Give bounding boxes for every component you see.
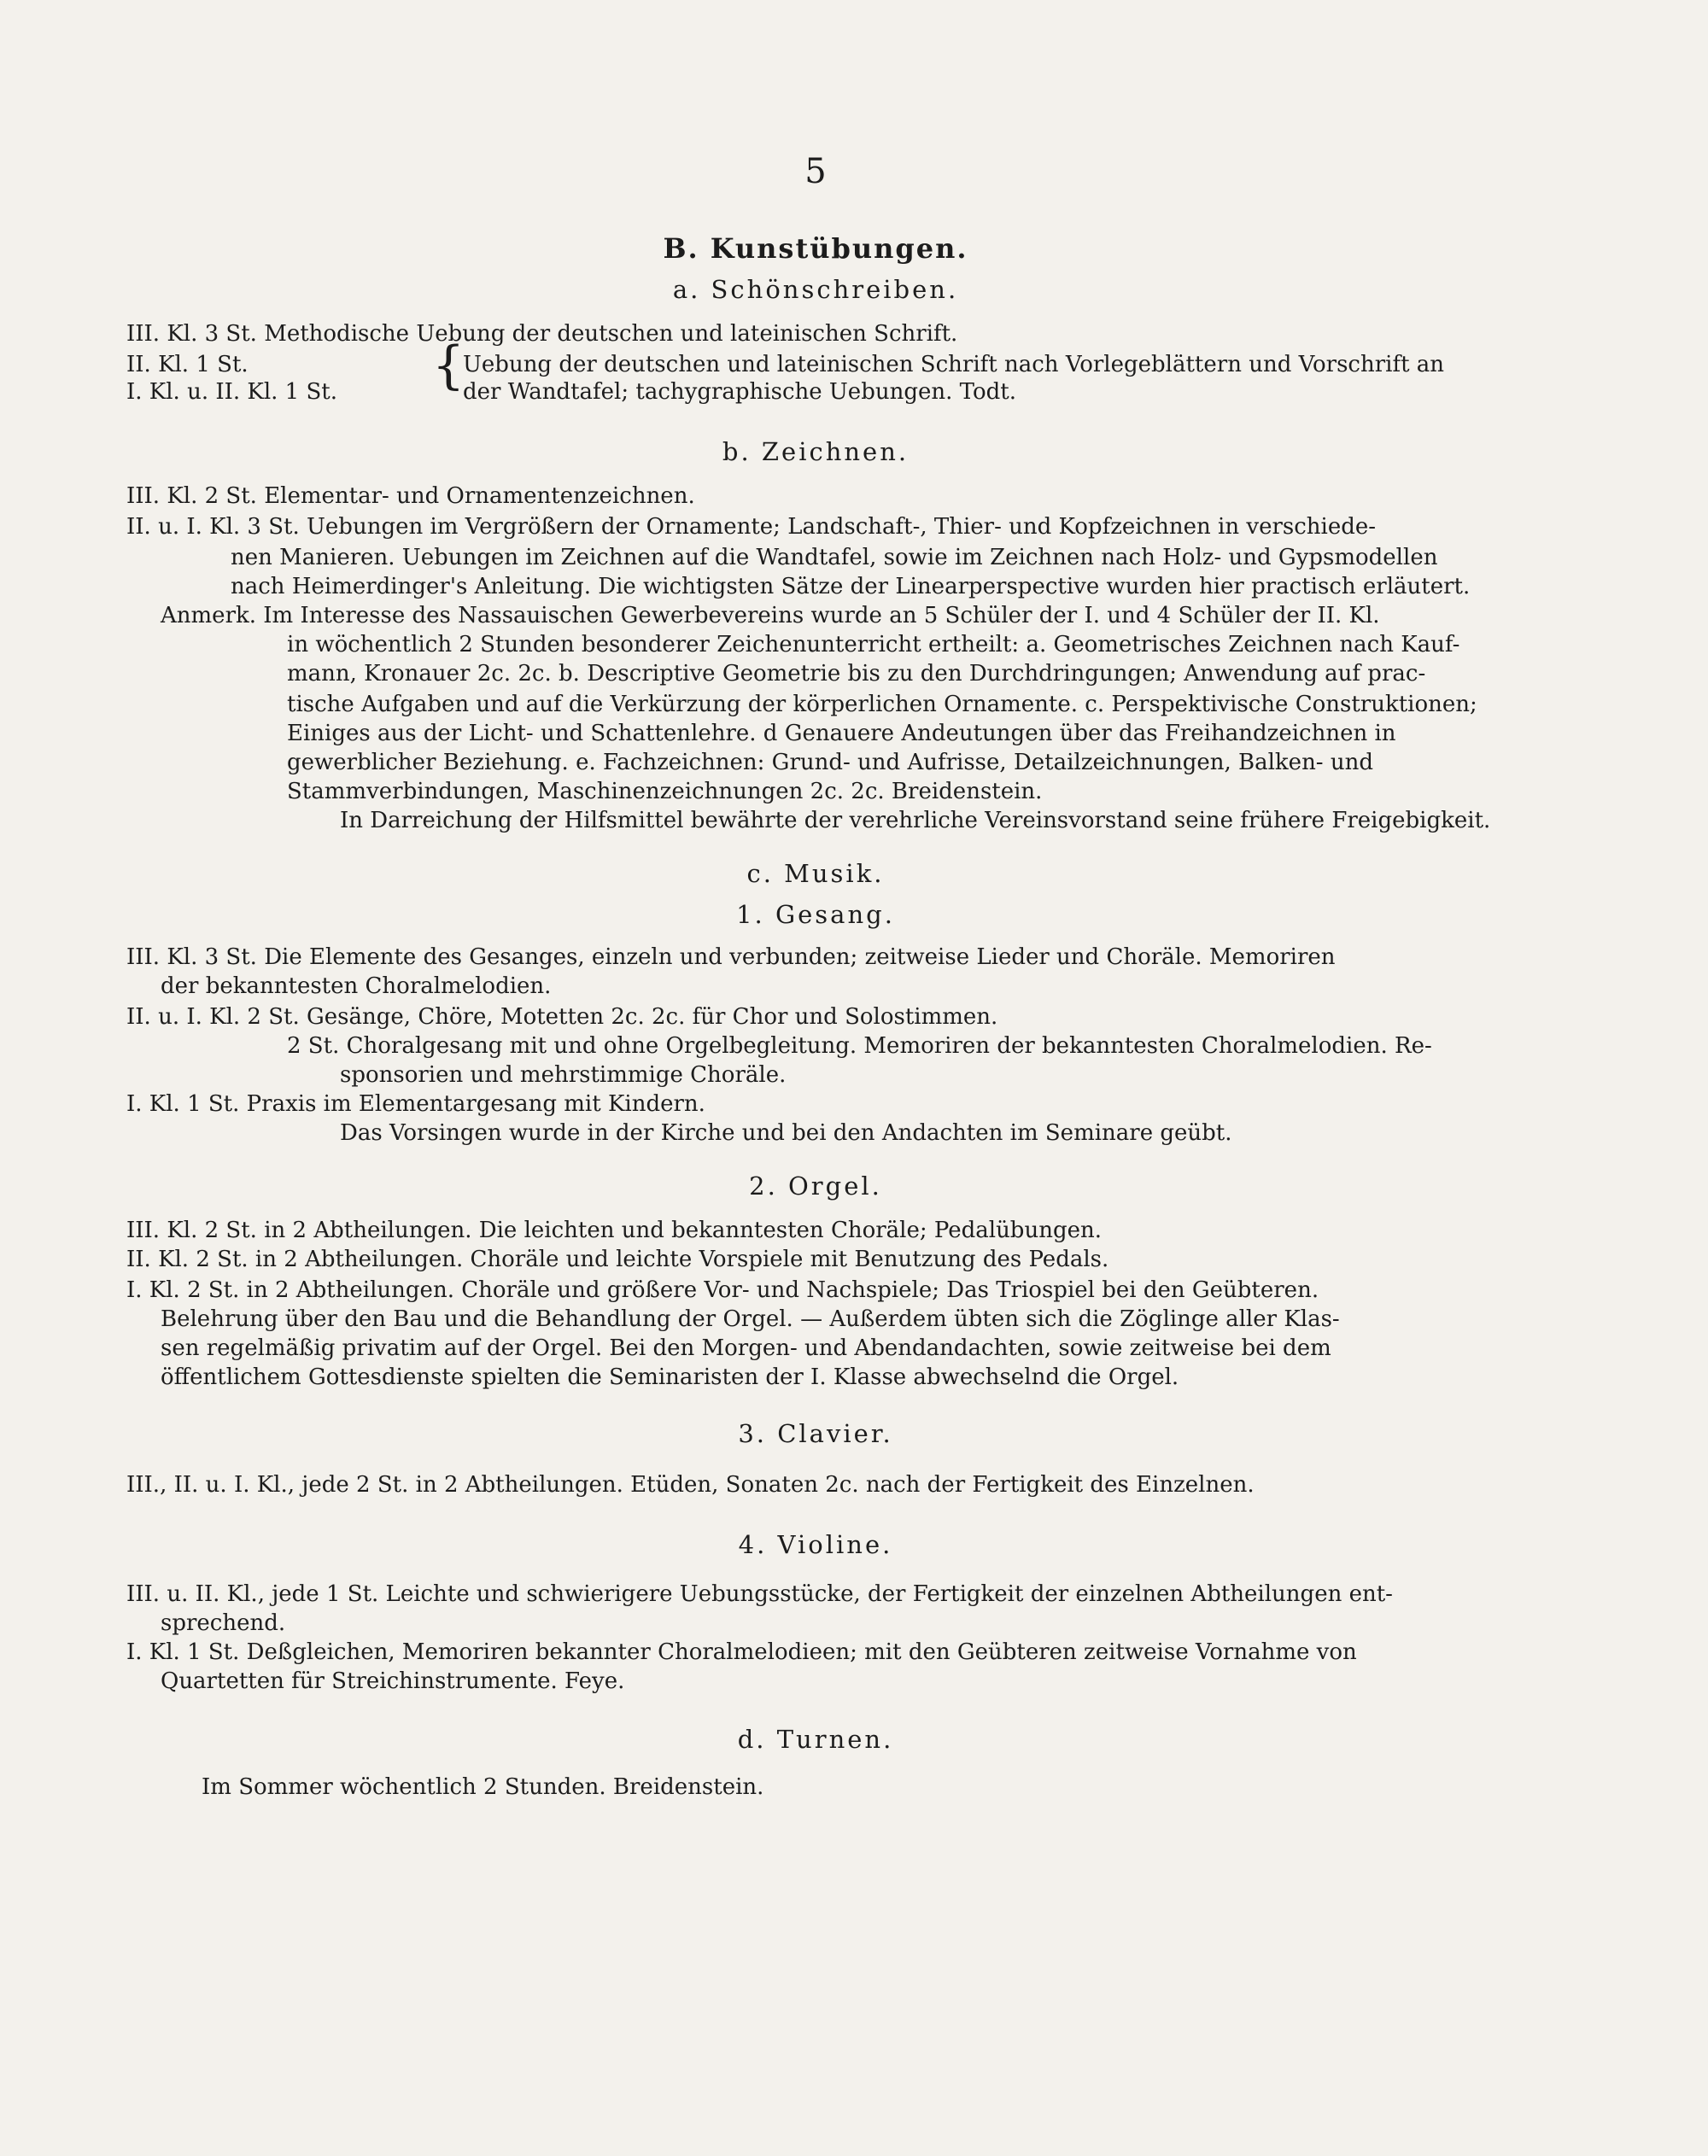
text-line: I. Kl. 1 St. Deßgleichen, Memoriren bekannter Choralmelodieen; mit den Geübteren zeitweise Vornahme von: [126, 1639, 1357, 1665]
text-line: sponsorien und mehrstimmige Choräle.: [340, 1062, 787, 1088]
text-line: Im Sommer wöchentlich 2 Stunden. Breidenstein.: [202, 1774, 764, 1800]
text-line: tische Aufgaben und auf die Verkürzung der körperlichen Ornamente. c. Perspektivische Construktionen;: [287, 692, 1477, 717]
text-line: sen regelmäßig privatim auf der Orgel. Bei den Morgen- und Abendandachten, sowie zeitweise bei dem: [161, 1335, 1331, 1361]
text-line: 2 St. Choralgesang mit und ohne Orgelbegleitung. Memoriren der bekanntesten Choralmelodien. Re-: [287, 1033, 1432, 1059]
text-line: sprechend.: [161, 1610, 286, 1636]
text-line: In Darreichung der Hilfsmittel bewährte der verehrliche Vereinsvorstand seine frühere Freigebigkeit.: [340, 808, 1491, 833]
text-line: Stammverbindungen, Maschinenzeichnungen 2c. 2c. Breidenstein.: [287, 779, 1043, 804]
heading-gesang: 1. Gesang.: [736, 900, 895, 929]
text-line: der bekanntesten Choralmelodien.: [161, 973, 552, 999]
text-line: Uebung der deutschen und lateinischen Schrift nach Vorlegeblättern und Vorschrift an: [463, 352, 1445, 377]
text-line: I. Kl. 2 St. in 2 Abtheilungen. Choräle und größere Vor- und Nachspiele; Das Triospiel bei den Geübteren.: [126, 1277, 1319, 1303]
text-line: Das Vorsingen wurde in der Kirche und bei den Andachten im Seminare geübt.: [340, 1120, 1232, 1146]
text-line: in wöchentlich 2 Stunden besonderer Zeichenunterricht ertheilt: a. Geometrisches Zeichnen nach Kauf-: [287, 632, 1460, 657]
text-line: der Wandtafel; tachygraphische Uebungen. Todt.: [463, 379, 1016, 405]
text-line: mann, Kronauer 2c. 2c. b. Descriptive Geometrie bis zu den Durchdringungen; Anwendung auf prac-: [287, 661, 1426, 687]
text-line: II. u. I. Kl. 3 St. Uebungen im Vergrößern der Ornamente; Landschaft-, Thier- und Kopfzeichnen in verschiede-: [126, 514, 1377, 540]
text-line: III. Kl. 2 St. Elementar- und Ornamentenzeichnen.: [126, 483, 695, 509]
text-line: II. Kl. 2 St. in 2 Abtheilungen. Choräle und leichte Vorspiele mit Benutzung des Pedals.: [126, 1247, 1109, 1272]
heading-musik: c. Musik.: [746, 859, 885, 888]
text-line: III. Kl. 3 St. Methodische Uebung der deutschen und lateinischen Schrift.: [126, 321, 958, 347]
text-line: III. Kl. 3 St. Die Elemente des Gesanges, einzeln und verbunden; zeitweise Lieder und Choräle. Memoriren: [126, 944, 1336, 970]
text-line: öffentlichem Gottesdienste spielten die Seminaristen der I. Klasse abwechselnd die Orgel.: [161, 1364, 1179, 1390]
heading-zeichnen: b. Zeichnen.: [722, 437, 910, 466]
text-line: III. u. II. Kl., jede 1 St. Leichte und schwierigere Uebungsstücke, der Fertigkeit der einzelnen Abtheilungen ent-: [126, 1581, 1393, 1607]
heading-turnen: d. Turnen.: [737, 1725, 894, 1754]
text-line: nach Heimerdinger's Anleitung. Die wichtigsten Sätze der Linearperspective wurden hier practisch erläutert.: [231, 574, 1471, 599]
text-line: Quartetten für Streichinstrumente. Feye.: [161, 1668, 625, 1694]
text-line: gewerblicher Beziehung. e. Fachzeichnen: Grund- und Aufrisse, Detailzeichnungen, Balken- und: [287, 750, 1373, 775]
text-line-label: II. Kl. 1 St.: [126, 352, 249, 377]
heading-orgel: 2. Orgel.: [749, 1171, 882, 1201]
text-line: II. u. I. Kl. 2 St. Gesänge, Chöre, Motetten 2c. 2c. für Chor und Solostimmen.: [126, 1004, 998, 1030]
text-line: I. Kl. 1 St. Praxis im Elementargesang mit Kindern.: [126, 1091, 705, 1117]
heading-schoenschreiben: a. Schönschreiben.: [672, 275, 959, 304]
text-line: Einiges aus der Licht- und Schattenlehre. d Genauere Andeutungen über das Freihandzeichnen in: [287, 721, 1396, 746]
section-title: B. Kunstübungen.: [663, 232, 968, 265]
text-line: nen Manieren. Uebungen im Zeichnen auf die Wandtafel, sowie im Zeichnen nach Holz- und Gypsmodellen: [231, 545, 1438, 570]
text-line: III. Kl. 2 St. in 2 Abtheilungen. Die leichten und bekanntesten Choräle; Pedalübungen.: [126, 1218, 1102, 1243]
text-line: Belehrung über den Bau und die Behandlung der Orgel. — Außerdem übten sich die Zöglinge aller Klas-: [161, 1306, 1340, 1332]
heading-clavier: 3. Clavier.: [738, 1419, 893, 1448]
brace: {: [432, 336, 465, 395]
page-number: 5: [804, 152, 827, 191]
text-line: Anmerk. Im Interesse des Nassauischen Gewerbevereins wurde an 5 Schüler der I. und 4 Schüler der II. Kl.: [161, 603, 1380, 628]
heading-violine: 4. Violine.: [738, 1530, 893, 1559]
text-line: III., II. u. I. Kl., jede 2 St. in 2 Abtheilungen. Etüden, Sonaten 2c. nach der Fertigkeit des Einzelnen.: [126, 1472, 1255, 1498]
text-line-label: I. Kl. u. II. Kl. 1 St.: [126, 379, 338, 405]
